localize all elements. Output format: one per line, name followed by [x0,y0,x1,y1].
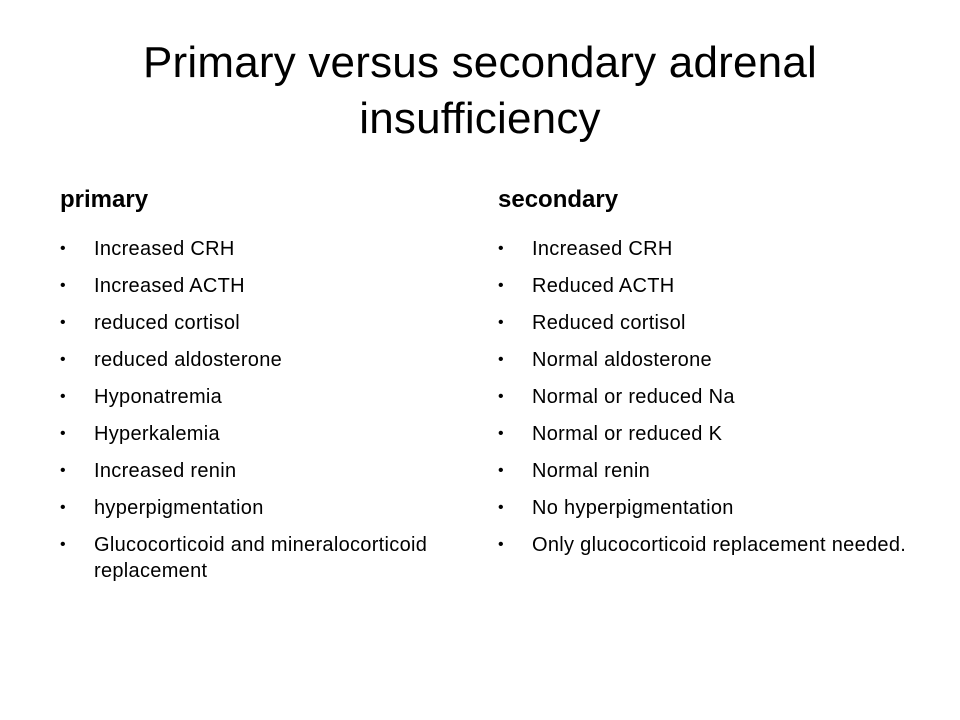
bullet-icon: • [60,425,66,442]
list-item [498,310,918,336]
list-item-text: Hyperkalemia [94,423,220,445]
list-item [498,347,918,373]
bullet-icon: • [60,462,66,479]
list-item-text: reduced cortisol [94,312,240,334]
list-item [498,421,918,447]
list-item [498,236,918,262]
bullet-icon: • [498,240,504,257]
list-item-text: No hyperpigmentation [532,497,734,519]
bullet-icon: • [60,314,66,331]
list-item [60,310,480,336]
secondary-list [498,236,918,558]
bullet-icon: • [60,351,66,368]
primary-column [60,184,480,595]
bullet-icon: • [498,388,504,405]
bullet-icon: • [60,536,66,553]
bullet-icon: • [60,388,66,405]
list-item-text: reduced aldosterone [94,349,283,371]
list-item [60,532,480,584]
bullet-icon: • [498,314,504,331]
bullet-icon: • [498,536,504,553]
bullet-icon: • [498,277,504,294]
list-item [60,236,480,262]
list-item [498,495,918,521]
list-item-text: Normal or reduced Na [532,386,735,408]
bullet-icon: • [498,462,504,479]
list-item [498,384,918,410]
bullet-icon: • [60,240,66,257]
list-item-text: Normal aldosterone [532,349,712,371]
bullet-icon: • [498,499,504,516]
slide-title: Primary versus secondary adrenal insufficiency [142,38,817,143]
secondary-heading: secondary [498,186,619,213]
list-item-text: Glucocorticoid and mineralocorticoid replacement [94,534,428,582]
list-item-text: Increased ACTH [94,275,245,297]
list-item-text: Normal or reduced K [532,423,723,445]
list-item [498,458,918,484]
bullet-icon: • [498,425,504,442]
primary-list [60,236,480,584]
list-item [498,273,918,299]
list-item [60,495,480,521]
list-item-text: Increased CRH [94,238,235,260]
list-item-text: Reduced ACTH [532,275,675,297]
list-item-text: hyperpigmentation [94,497,264,519]
list-item-text: Reduced cortisol [532,312,686,334]
bullet-icon: • [60,499,66,516]
list-item [498,532,918,558]
bullet-icon: • [498,351,504,368]
primary-heading: primary [60,186,149,213]
list-item [60,384,480,410]
list-item-text: Only glucocorticoid replacement needed. [532,534,907,556]
list-item [60,421,480,447]
secondary-column [498,184,918,569]
list-item [60,458,480,484]
bullet-icon: • [60,277,66,294]
list-item-text: Hyponatremia [94,386,223,408]
list-item-text: Increased CRH [532,238,673,260]
list-item [60,273,480,299]
list-item-text: Normal renin [532,460,651,482]
list-item [60,347,480,373]
list-item-text: Increased renin [94,460,237,482]
